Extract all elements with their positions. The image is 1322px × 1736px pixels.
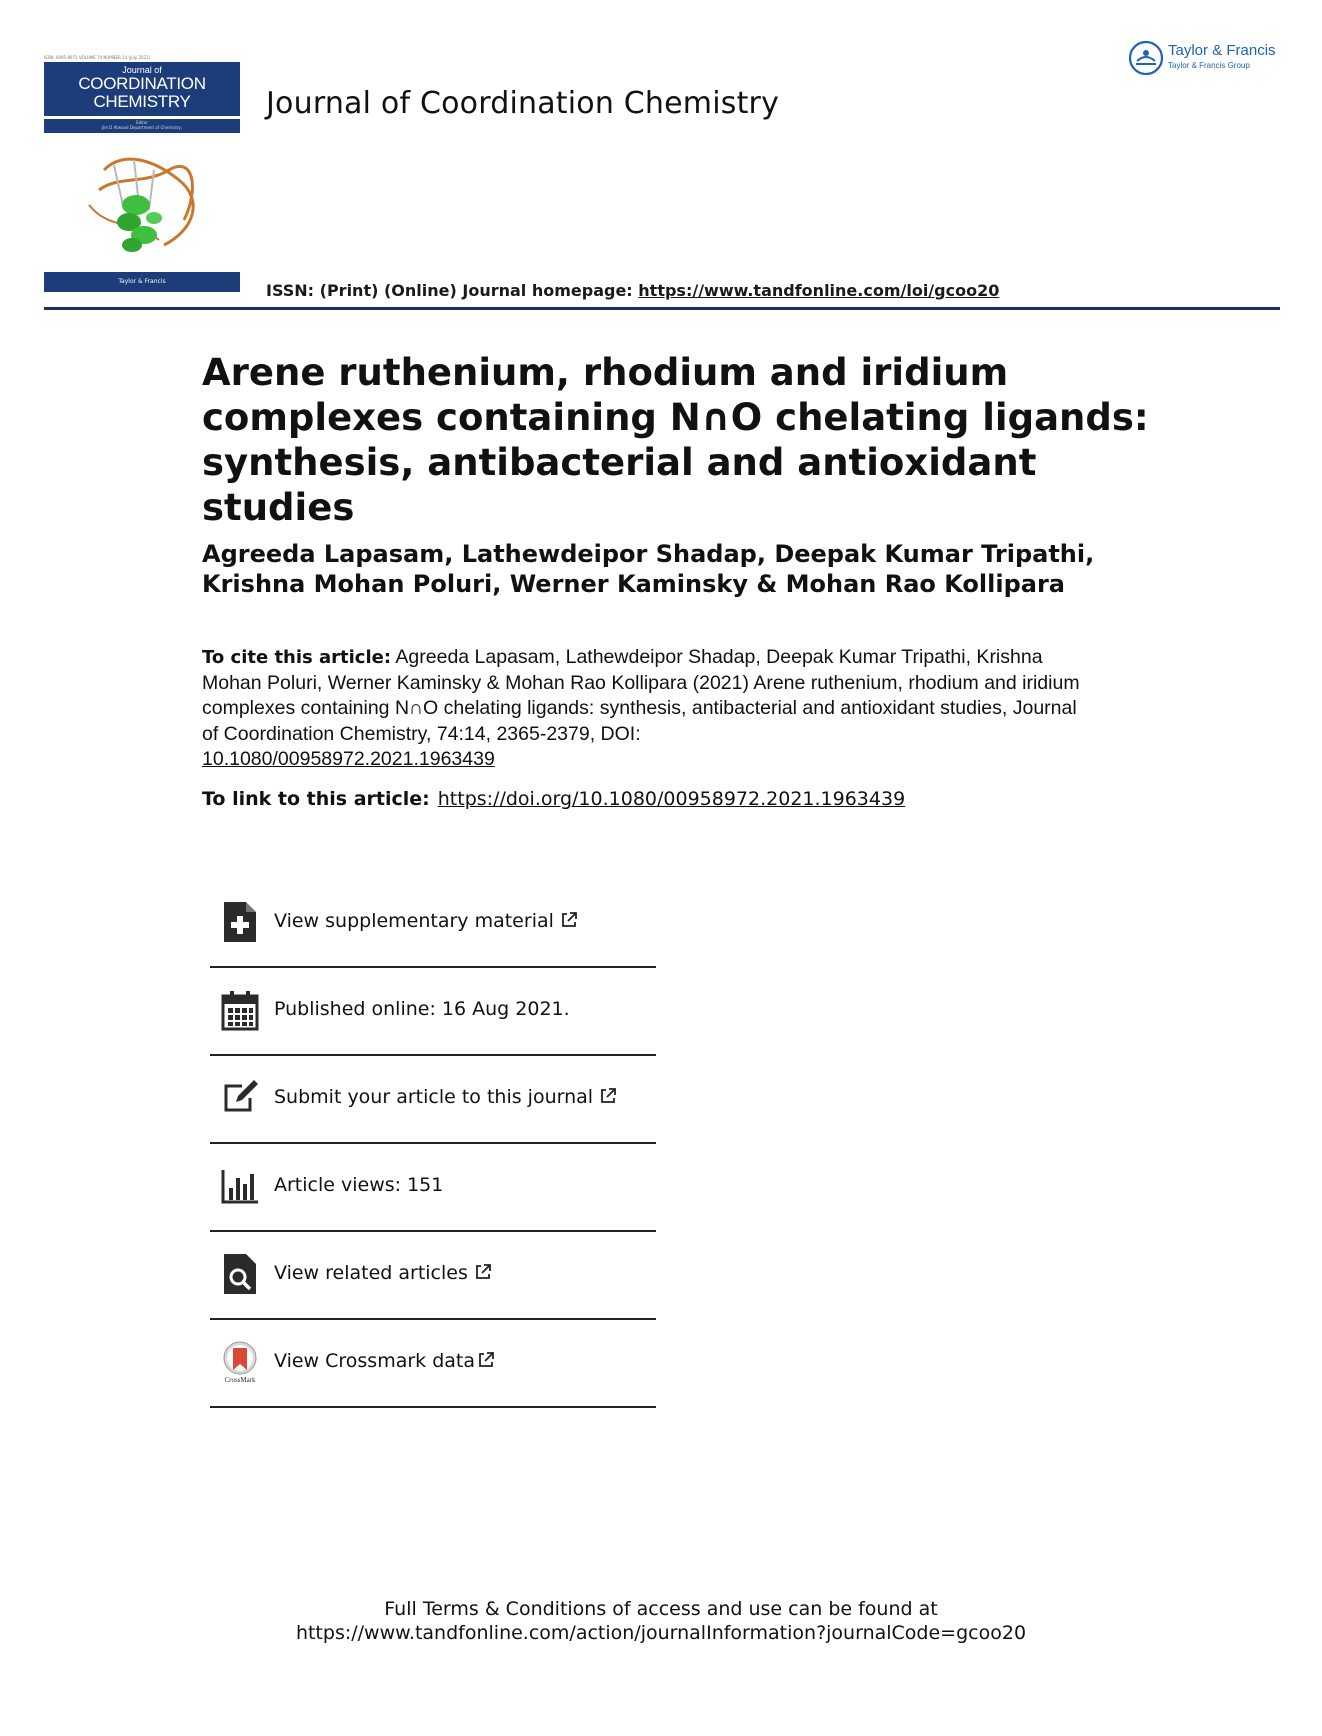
cover-molecule-image [84,150,204,260]
file-plus-icon [220,900,260,944]
issn-line [266,281,999,300]
journal-homepage-link[interactable]: https://www.tandfonline.com/loi/gcoo20 [638,281,1000,300]
supplementary-label: View supplementary material [274,910,554,932]
crossmark-item[interactable] [210,1320,656,1408]
article-views-label: Article views: 151 [274,1174,444,1196]
article-links-list [210,880,656,1408]
external-link-icon [560,911,578,929]
cover-title-band [44,62,240,116]
cover-editor-line2: Jim D Atwood Department of Chemistry, [101,125,183,130]
external-link-icon [477,1351,495,1369]
external-link-icon [474,1263,492,1281]
article-title: Arene ruthenium, rhodium and iridium complexes containing N∩O chelating ligands: synthesis, antibacterial and antioxidant studies [202,351,1149,529]
crossmark-caption: CrossMark [224,1376,256,1384]
meta-item-label [274,1350,495,1372]
cover-editor-line1: Editor [136,120,148,125]
journal-cover [44,55,240,293]
article-link-label: To link to this article: [202,788,430,810]
citation-label: To cite this article: [202,647,392,668]
publisher-logo-icon [1128,40,1164,76]
citation-text: Agreeda Lapasam, Lathewdeipor Shadap, Deepak Kumar Tripathi, Krishna Mohan Poluri, Werner Kaminsky & Mohan Rao Kollipara (2021) Arene ruthenium, rhodium and iridium complexes containing N∩O chelating ligands: synthesis, antibacterial and antioxidant studies, Journal of Coordination Chemistry, 74:14, 2365-2379, DOI: [202,646,1080,745]
article-link-line [202,788,905,810]
terms-footer-url[interactable]: https://www.tandfonline.com/action/journalInformation?journalCode=gcoo20 [295,1622,1027,1644]
cover-journal-of: Journal of [122,65,162,75]
published-online-item [210,968,656,1056]
journal-title: Journal of Coordination Chemistry [266,86,780,121]
bar-chart-icon [220,1164,260,1208]
calendar-icon [220,988,260,1032]
related-articles-label: View related articles [274,1262,468,1284]
issn-text: ISSN: (Print) (Online) Journal homepage: [266,281,639,300]
article-authors: Agreeda Lapasam, Lathewdeipor Shadap, Deepak Kumar Tripathi, Krishna Mohan Poluri, Werner Kaminsky & Mohan Rao Kollipara [202,540,1095,598]
meta-item-label [274,910,578,932]
cover-name-line2: CHEMISTRY [93,92,191,111]
terms-footer-line1: Full Terms & Conditions of access and use can be found at [384,1598,938,1620]
article-views-item [210,1144,656,1232]
crossmark-icon [220,1340,260,1384]
submit-article-item[interactable] [210,1056,656,1144]
meta-item-label [274,1262,492,1284]
cover-issue-line: ISSN: 0095-8972 VOLUME 74 NUMBER 14 (July 2021) [44,55,151,60]
external-link-icon [599,1087,617,1105]
header-divider [44,307,1280,310]
citation-block [202,645,1082,773]
cover-editor-band [44,119,240,133]
meta-item-label [274,1086,617,1108]
citation-doi-link[interactable]: 10.1080/00958972.2021.1963439 [202,748,495,770]
cover-publisher-band: Taylor & Francis [44,272,240,292]
submit-article-label: Submit your article to this journal [274,1086,594,1108]
crossmark-label: View Crossmark data [274,1350,476,1372]
terms-footer [0,1597,1322,1645]
related-articles-item[interactable] [210,1232,656,1320]
published-online-label: Published online: 16 Aug 2021. [274,998,570,1020]
article-doi-link[interactable]: https://doi.org/10.1080/00958972.2021.1963439 [437,788,906,810]
file-search-icon [220,1252,260,1296]
supplementary-material-item[interactable] [210,880,656,968]
publisher-logo[interactable] [1128,40,1288,76]
publisher-group: Taylor & Francis Group [1168,61,1250,70]
publisher-name: Taylor & Francis [1168,42,1276,59]
cover-name-line1: COORDINATION [78,74,206,93]
edit-icon [220,1076,260,1120]
